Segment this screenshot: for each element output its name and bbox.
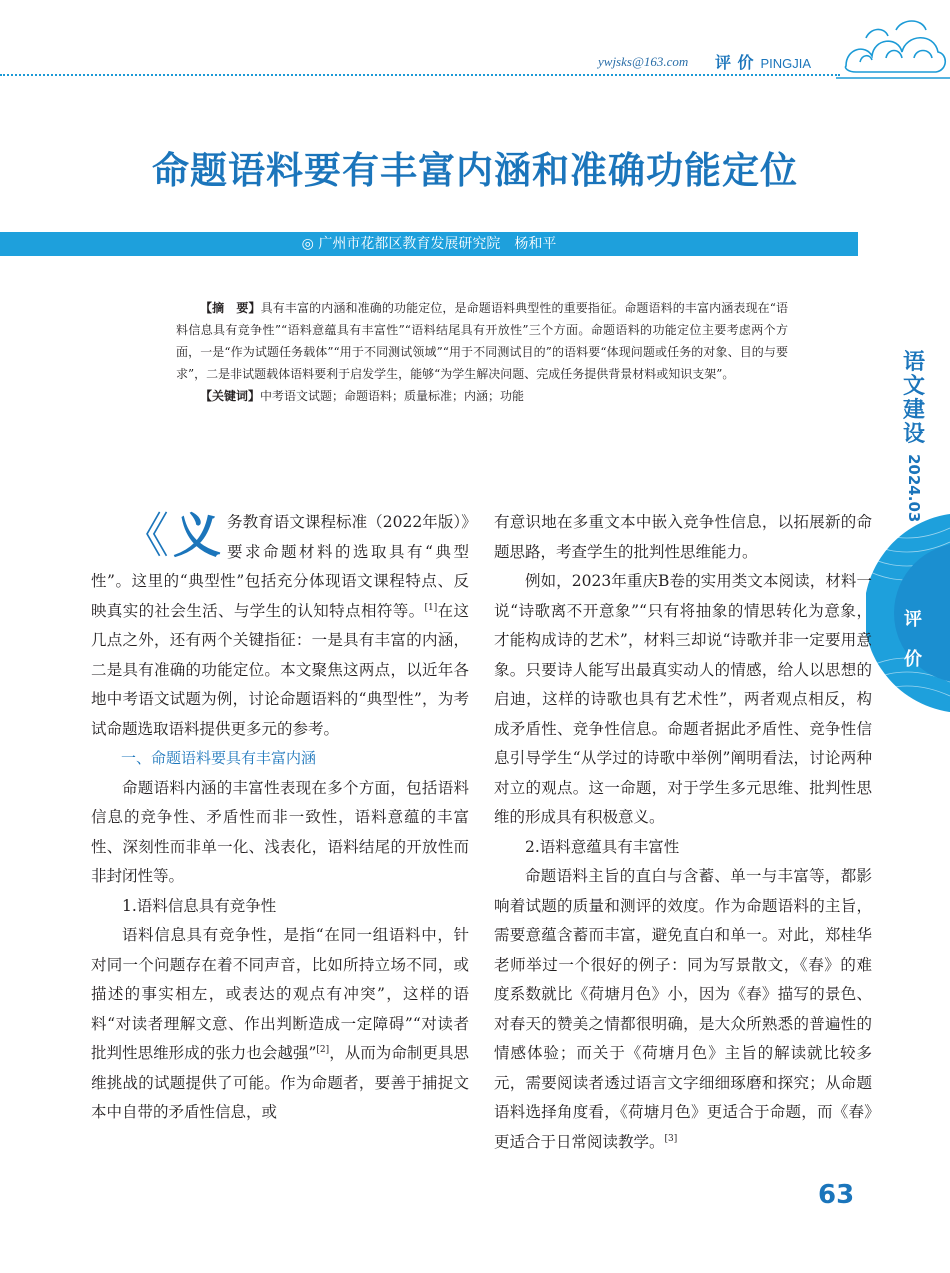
abstract-label: 【摘 要】 [200, 301, 261, 315]
abstract-paragraph [176, 297, 788, 385]
abstract-text: 具有丰富的内涵和准确的功能定位，是命题语料典型性的重要指征。命题语料的丰富内涵表现在“语料信息具有竞争性”“语料意蕴具有丰富性”“语料结尾具有开放性”三个方面。命题语料的功能定位主要考虑两个方面，一是“作为试题任务载体”“用于不同测试领域”“用于不同测试目的”的语料要“体现问题或任务的对象、目的与要求”，二是非试题载体语料要利于启发学生，能够“为学生解决问题、完成任务提供背景材料或知识支架”。 [176, 301, 788, 381]
journal-title: 语文建设 [902, 349, 925, 447]
paragraph-text-continued: ，从而为命制更具思维挑战的试题提供了可能。作为命题者，要善于捕捉文本中自带的矛盾性信息，或 [91, 1044, 469, 1121]
intro-paragraph [91, 508, 469, 744]
cloud-ornament-icon [836, 8, 950, 88]
header-email: ywjsks@163.com [598, 54, 689, 69]
article-title: 命题语料要有丰富内涵和准确功能定位 [152, 149, 798, 192]
section-heading: 一、命题语料要具有丰富内涵 [121, 749, 317, 767]
intro-text-continued: 在这几点之外，还有两个关键指征：一是具有丰富的内涵，二是具有准确的功能定位。本文聚焦这两点，以近年各地中考语文试题为例，讨论命题语料的“典型性”，为考试命题选取语料提供更多元的参考。 [91, 601, 469, 738]
abstract-block [176, 297, 788, 407]
journal-date: 2024.03 [905, 454, 923, 523]
subsection-heading: 1.语料信息具有竞争性 [122, 896, 277, 915]
paragraph-text: 语料信息具有竞争性，是指“在同一组语料中，针对同一个问题存在着不同声音，比如所持立场不同，或描述的事实相左，或表达的观点有冲突”，这样的语料“对读者理解文意、作出判断造成一定障碍”“对读者批判性思维形成的张力也会越强” [91, 926, 469, 1062]
body-paragraph: 命题语料内涵的丰富性表现在多个方面，包括语料信息的竞争性、矛盾性而非一致性，语料意蕴的丰富性、深刻性而非单一化、浅表化，语料结尾的开放性而非封闭性等。 [91, 778, 469, 885]
column-name [715, 50, 811, 73]
journal-sidebar [894, 350, 934, 522]
column-name-en: PINGJIA [760, 56, 812, 71]
body-column-left [91, 508, 469, 1128]
body-paragraph [91, 921, 469, 1128]
paragraph-text: 命题语料主旨的直白与含蓄、单一与丰富等，都影响着试题的质量和测评的效度。作为命题语料的主旨，需要意蕴含蓄而丰富，避免直白和单一。对此，郑桂华老师举过一个很好的例子：同为写景散文，《春》的难度系数就比《荷塘月色》小，因为《春》描写的景色、对春天的赞美之情都很明确，是大众所熟悉的普遍性的情感体验；而关于《荷塘月色》主旨的解读就比较多元，需要阅读者透过语言文字细细琢磨和探究；从命题语料选择角度看，《荷塘月色》更适合于命题，而《春》更适合于日常阅读教学。 [494, 867, 872, 1151]
section-label [898, 600, 928, 680]
drop-cap-char: 义 [173, 508, 222, 564]
reference-mark: [2] [316, 1044, 330, 1055]
body-paragraph: 有意识地在多重文本中嵌入竞争性信息，以拓展新的命题思路，考查学生的批判性思维能力。 [494, 513, 872, 561]
keywords-text: 中考语文试题；命题语料；质量标准；内涵；功能 [260, 389, 525, 403]
body-paragraph: 例如，2023年重庆B卷的实用类文本阅读，材料一说“诗歌离不开意象”“只有将抽象的情思转化为意象，才能构成诗的艺术”，材料三却说“诗歌并非一定要用意象。只要诗人能写出最真实动人的情感，给人以思想的启迪，这样的诗歌也具有艺术性”，两者观点相反，构成矛盾性、竞争性信息。命题者据此矛盾性、竞争性信息引导学生“从学过的诗歌中举例”阐明看法，讨论两种对立的观点。这一命题，对于学生多元思维、批判性思维的形成具有积极意义。 [494, 572, 872, 826]
author-bar: ◎ 广州市花都区教育发展研究院 杨和平 [0, 232, 858, 256]
body-paragraph [494, 862, 872, 1157]
column-name-cn: 评 价 [715, 55, 755, 72]
reference-mark: [1] [424, 602, 438, 613]
keywords-label: 【关键词】 [200, 389, 261, 403]
body-column-right [494, 508, 872, 1157]
header-divider [0, 74, 840, 76]
keywords-paragraph [176, 385, 788, 407]
drop-cap-bracket: 《 [121, 508, 170, 564]
section-label-text: 评价 [904, 609, 922, 670]
drop-cap [121, 510, 221, 562]
intro-text: 务教育语文课程标准（2022年版）》要求命题材料的选取具有“典型性”。这里的“典型性”包括充分体现语文课程特点、反映真实的社会生活、与学生的认知特点相符等。 [91, 513, 469, 620]
page-number: 63 [818, 1180, 855, 1210]
subsection-heading: 2.语料意蕴具有丰富性 [525, 837, 680, 856]
reference-mark: [3] [664, 1133, 678, 1144]
